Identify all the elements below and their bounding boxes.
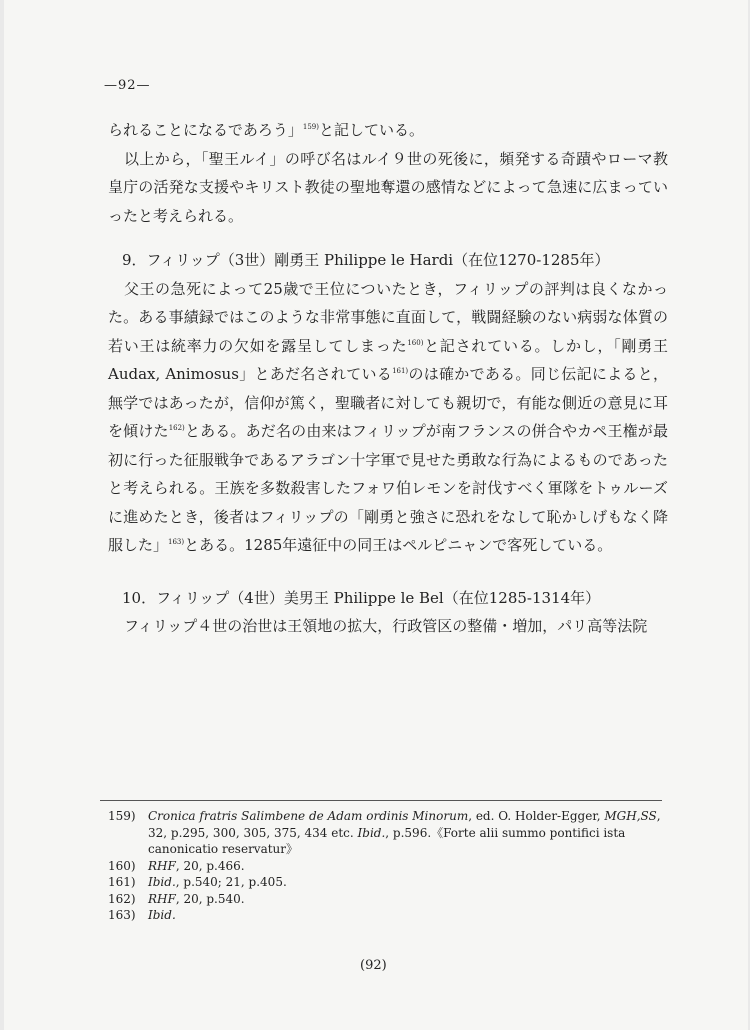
paragraph-4: フィリップ４世の治世は王領地の拡大，行政管区の整備・増加，パリ高等法院 (124, 617, 648, 635)
text-run: , ed. O. Holder-Egger, (468, 809, 605, 823)
footnote-ref-160[interactable]: 160) (407, 338, 424, 347)
footnote-160 (108, 858, 668, 875)
footnote-163 (108, 907, 668, 924)
text-run: , 20, p.540. (175, 891, 245, 906)
paragraph-1 (108, 116, 668, 145)
text-run: Ibid. (357, 825, 386, 840)
footnote-161 (108, 874, 668, 891)
footnote-number: 161) (108, 875, 136, 889)
text-run: とある。1285年遠征中の同王はペルピニャンで客死している。 (184, 536, 613, 554)
text-run: と記されている。しかし，「剛勇王 Audax, Animosus」とあだ名されている (108, 336, 668, 383)
text-run: Ibid. (148, 908, 176, 922)
footnote-ref-161[interactable]: 161) (392, 367, 409, 375)
paragraph-3 (108, 275, 668, 560)
body-text (108, 116, 668, 641)
footnote-number: 163) (108, 908, 136, 922)
footnote-ref-163[interactable]: 163) (168, 538, 185, 546)
section-heading-9: 9．フィリップ（3世）剛勇王 Philippe le Hardi（在位1270-1285年） (122, 251, 610, 269)
text-run: , 20, p.466. (175, 858, 245, 873)
text-run: のは確かである。同じ伝記によると，無学ではあったが，信仰が篤く，聖職者に対しても親切で，有能な側近の意見に耳を傾けた (108, 365, 668, 440)
footnote-number: 162) (108, 891, 136, 906)
footnote-text (148, 874, 668, 891)
footnote-text (148, 907, 668, 924)
text-run: RHF (148, 858, 176, 873)
footnote-text (148, 808, 668, 858)
page-number: (92) (360, 958, 387, 973)
text-run: と記している。 (318, 121, 424, 139)
section-heading-10: 10．フィリップ（4世）美男王 Philippe le Bel（在位1285-1314年） (122, 588, 601, 607)
footnotes (108, 808, 668, 924)
text-run: , 32, p.295, 300, 305, 375, 434 etc. (148, 809, 661, 840)
text-run: MGH,SS (604, 809, 657, 823)
text-run: とある。あだ名の由来はフィリップが南フランスの併合やカペ王権が最初に行った征服戦争であるアラゴン十字軍で見せた勇敢な行為によるものであったと考えられる。王族を多数殺害したフォワ伯レモンを討伐すべく軍隊をトゥルーズに進めたとき，後者はフィリップの「剛勇と強さに恐れをなして恥かしげもなく降服した」 (108, 422, 668, 554)
footnote-159 (108, 808, 668, 858)
text-run: , p.596.《Forte alii summo pontifici ista canonicatio reservatur》 (148, 825, 626, 856)
footnote-number: 160) (108, 858, 136, 873)
text-run: Cronica fratris Salimbene de Adam ordinis Minorum (148, 809, 469, 823)
footnote-ref-159[interactable]: 159) (302, 123, 319, 131)
footnote-number: 159) (108, 809, 136, 823)
paragraph-2: 以上から，「聖王ルイ」の呼び名はルイ９世の死後に，頻発する奇蹟やローマ教皇庁の活発な支援やキリスト教徒の聖地奪還の感情などによって急速に広まっていったと考えられる。 (108, 149, 668, 225)
text-run: , p.540; 21, p.405. (175, 875, 287, 889)
footnote-text (148, 891, 668, 908)
text-run: RHF (148, 891, 176, 906)
footnote-text (148, 858, 668, 875)
running-header-page-number: —92— (104, 78, 151, 93)
footnote-ref-162[interactable]: 162) (168, 424, 185, 432)
footnote-rule (100, 800, 662, 801)
text-run: Ibid. (148, 875, 176, 889)
text-run: られることになるであろう」 (108, 121, 303, 139)
text-run: 父王の急死によって25歳で王位についたとき，フィリップの評判は良くなかった。ある事績録ではこのような非常事態に直面して，戦闘経験のない病弱な体質の若い王は統率力の欠如を露呈してしまった (108, 279, 668, 355)
footnote-162 (108, 891, 668, 908)
document-page (4, 0, 748, 1030)
